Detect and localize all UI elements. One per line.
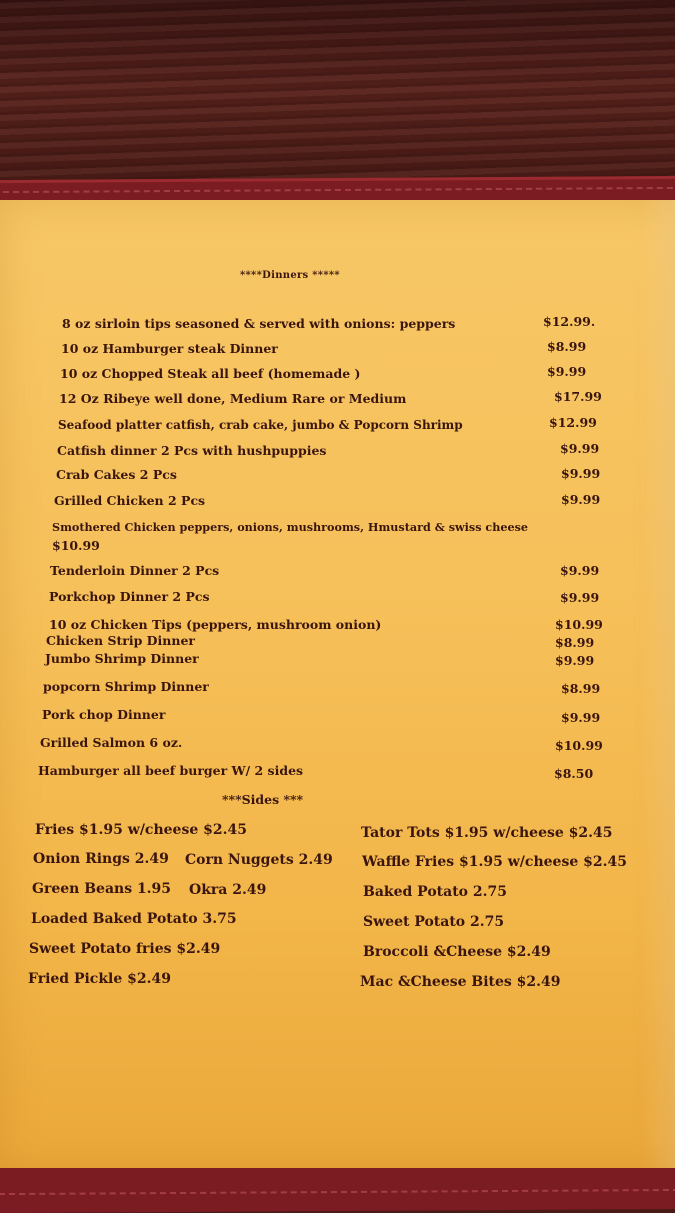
dinner-item-price: $10.99 — [555, 738, 603, 753]
dinner-item-name: Tenderloin Dinner 2 Pcs — [50, 563, 220, 578]
side-item: Mac &Cheese Bites $2.49 — [360, 974, 561, 990]
side-item: Corn Nuggets 2.49 — [185, 852, 333, 868]
wooden-table — [0, 0, 675, 200]
side-item: Broccoli &Cheese $2.49 — [363, 944, 551, 960]
sides-heading: ***Sides *** — [222, 792, 304, 807]
side-item: Fried Pickle $2.49 — [28, 971, 171, 987]
dinner-item-price: $12.99. — [543, 314, 596, 329]
dinner-item-name: Hamburger all beef burger W/ 2 sides — [38, 763, 304, 778]
dinner-item-price: $9.99 — [561, 492, 601, 507]
dinner-item-price: $8.99 — [561, 681, 601, 696]
dinner-item-price: $9.99 — [560, 563, 600, 578]
side-item: Loaded Baked Potato 3.75 — [31, 911, 237, 927]
side-item: Baked Potato 2.75 — [363, 884, 507, 900]
dinner-item-price: $10.99 — [52, 538, 100, 553]
dinner-item-price: $17.99 — [554, 389, 602, 404]
dinner-item-name: Porkchop Dinner 2 Pcs — [49, 589, 210, 604]
dinner-item-name: Pork chop Dinner — [42, 707, 166, 722]
dinners-heading: ****Dinners ***** — [240, 270, 340, 281]
folder-stitching-top — [0, 187, 675, 193]
dinner-item-price: $8.99 — [555, 635, 595, 650]
dinner-item-name: 10 oz Chicken Tips (peppers, mushroom onion) — [49, 617, 382, 632]
dinner-item-name: Smothered Chicken peppers, onions, mushrooms, Hmustard & swiss cheese — [52, 520, 529, 534]
side-item: Tator Tots $1.95 w/cheese $2.45 — [361, 825, 613, 841]
folder-stitching-bottom — [0, 1189, 675, 1195]
dinner-item-name: 10 oz Chopped Steak all beef (homemade ) — [60, 366, 361, 381]
dinner-item-name: Catfish dinner 2 Pcs with hushpuppies — [57, 443, 327, 458]
dinner-item-name: Jumbo Shrimp Dinner — [45, 651, 199, 666]
dinner-item-price: $9.99 — [561, 466, 601, 481]
dinner-item-name: Grilled Chicken 2 Pcs — [54, 493, 206, 508]
dinner-item-price: $9.99 — [560, 441, 600, 456]
dinner-item-price: $9.99 — [547, 364, 587, 379]
dinner-item-name: 12 Oz Ribeye well done, Medium Rare or Medium — [59, 391, 407, 406]
side-item: Waffle Fries $1.95 w/cheese $2.45 — [362, 854, 627, 870]
plastic-sleeve-shine — [640, 200, 675, 1168]
side-item: Okra 2.49 — [189, 882, 267, 898]
dinner-item-name: 10 oz Hamburger steak Dinner — [61, 341, 278, 356]
dinner-item-price: $12.99 — [549, 415, 597, 430]
side-item: Onion Rings 2.49 — [33, 851, 169, 867]
dinner-item-price: $10.99 — [555, 617, 603, 632]
dinner-item-name: Chicken Strip Dinner — [46, 633, 195, 648]
dinner-item-name: popcorn Shrimp Dinner — [43, 679, 209, 694]
dinner-item-name: 8 oz sirloin tips seasoned & served with onions: peppers — [62, 316, 456, 331]
dinner-item-name: Crab Cakes 2 Pcs — [56, 467, 177, 482]
dinner-item-name: Grilled Salmon 6 oz. — [40, 735, 183, 750]
dinner-item-price: $9.99 — [555, 653, 595, 668]
side-item: Fries $1.95 w/cheese $2.45 — [35, 822, 247, 838]
side-item: Green Beans 1.95 — [32, 881, 172, 897]
side-item: Sweet Potato 2.75 — [363, 914, 505, 930]
dinner-item-name: Seafood platter catfish, crab cake, jumbo & Popcorn Shrimp — [58, 418, 463, 432]
dinner-item-price: $9.99 — [560, 590, 600, 605]
dinner-item-price: $9.99 — [561, 710, 601, 725]
dinner-item-price: $8.99 — [547, 339, 587, 354]
dinner-item-price: $8.50 — [554, 766, 594, 781]
side-item: Sweet Potato fries $2.49 — [29, 941, 221, 957]
